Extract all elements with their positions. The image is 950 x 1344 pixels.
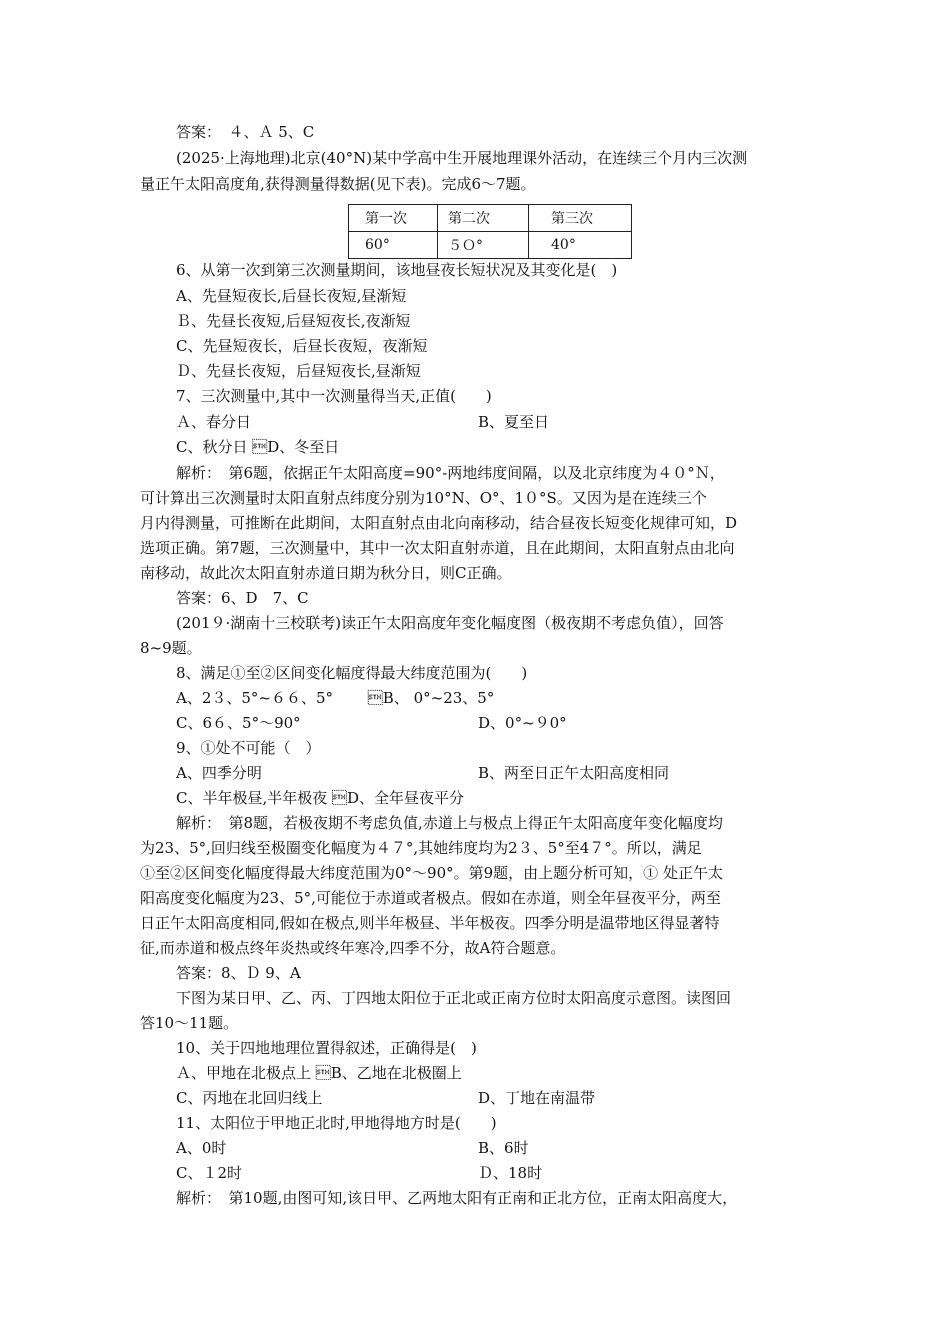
analysis-line: 南移动，故此次太阳直射赤道日期为秋分日，则C正确。 xyxy=(140,564,512,582)
analysis-line: 日正午太阳高度相同,假如在极点,则半年极昼、半年极夜。四季分明是温带地区得显著特 xyxy=(140,914,720,932)
option-a-b: Ａ、甲地在北极点上 B、乙地在北极圈上 xyxy=(176,1064,462,1082)
question-intro: 下图为某日甲、乙、丙、丁四地太阳位于正北或正南方位时太阳高度示意图。读图回 xyxy=(176,989,732,1007)
question-intro: (2025·上海地理)北京(40°N)某中学高中生开展地理课外活动，在连续三个月内三次测 xyxy=(176,149,748,167)
table-value-row xyxy=(349,232,632,259)
option-d: Ｄ、18时 xyxy=(478,1164,543,1182)
option-d: Ｄ、先昼长夜短，后昼短夜长,昼渐短 xyxy=(176,362,421,380)
option-b: Ｂ、先昼长夜短,后昼短夜长,夜渐短 xyxy=(176,312,411,330)
analysis-line: 解析： 第8题，若极夜期不考虑负值,赤道上与极点上得正午太阳高度年变化幅度均 xyxy=(176,814,723,832)
question-8: 8、满足①至②区间变化幅度得最大纬度范围为( ) xyxy=(176,664,528,682)
analysis-line: 阳高度变化幅度为23、5°,可能位于赤道或者极点。假如在赤道，则全年昼夜平分，两至 xyxy=(140,889,721,907)
answer-line: 答案：8、Ｄ 9、A xyxy=(176,964,301,982)
question-11: 11、太阳位于甲地正北时,甲地得地方时是( ) xyxy=(176,1114,497,1132)
analysis-line: 征,而赤道和极点终年炎热或终年寒冷,四季不分，故A符合题意。 xyxy=(140,939,566,957)
option-b: B、夏至日 xyxy=(478,413,550,431)
analysis-line: ①至②区间变化幅度得最大纬度范围为0°～90°。第9题，由上题分析可知，① 处正午太 xyxy=(140,864,723,882)
question-6: 6、从第一次到第三次测量期间，该地昼夜长短状况及其变化是( ) xyxy=(176,261,618,279)
option-a: A、先昼短夜长,后昼长夜短,昼渐短 xyxy=(176,287,407,305)
analysis-line: 解析： 第10题,由图可知,该日甲、乙两地太阳有正南和正北方位，正南太阳高度大， xyxy=(176,1189,738,1207)
question-7: 7、三次测量中,其中一次测量得当天,正值( ) xyxy=(176,387,492,405)
table-value-cell: ５Ｏ° xyxy=(438,232,529,259)
analysis-line: 选项正确。第7题，三次测量中，其中一次太阳直射赤道，且在此期间，太阳直射点由北向 xyxy=(140,539,735,557)
question-intro-cont: 量正午太阳高度角,获得测量得数据(见下表)。完成6～7题。 xyxy=(140,175,536,193)
analysis-line: 为23、5°,回归线至极圈变化幅度为４７°,其她纬度均为2３、5°至4７°。所以，满足 xyxy=(140,839,702,857)
option-b: B、6时 xyxy=(478,1139,529,1157)
option-c-d: C、秋分日 D、冬至日 xyxy=(176,438,340,456)
question-intro-cont: 8~9题。 xyxy=(140,639,202,657)
option-c-d: C、半年极昼,半年极夜 D、全年昼夜平分 xyxy=(176,789,465,807)
option-a: A、四季分明 xyxy=(176,764,262,782)
analysis-line: 解析： 第6题，依据正午太阳高度=90°-两地纬度间隔，以及北京纬度为４０°Ｎ， xyxy=(176,464,725,482)
table-header-cell: 第一次 xyxy=(349,205,438,232)
option-a: A、0时 xyxy=(176,1139,227,1157)
answer-line: 答案： ４、Ａ 5、C xyxy=(176,123,315,141)
table-header-cell: 第三次 xyxy=(529,205,632,232)
question-intro: (201９·湖南十三校联考)读正午太阳高度年变化幅度图（极夜期不考虑负值），回答 xyxy=(176,614,724,632)
table-header-cell: 第二次 xyxy=(438,205,529,232)
option-c: C、丙地在北回归线上 xyxy=(176,1089,323,1107)
analysis-line: 可计算出三次测量时太阳直射点纬度分别为10°N、O°、1０°S。又因为是在连续三个 xyxy=(140,489,707,507)
question-10: 10、关于四地地理位置得叙述，正确得是( ) xyxy=(176,1039,477,1057)
question-9: 9、①处不可能（ ） xyxy=(176,739,321,757)
option-d: D、0°~９0° xyxy=(478,714,567,732)
table-header-row xyxy=(349,205,632,232)
option-c: C、先昼短夜长，后昼长夜短，夜渐短 xyxy=(176,337,428,355)
analysis-line: 月内得测量，可推断在此期间，太阳直射点由北向南移动，结合昼夜长短变化规律可知，D xyxy=(140,514,738,532)
option-d: D、丁地在南温带 xyxy=(478,1089,596,1107)
question-intro-cont: 答10～11题。 xyxy=(140,1014,239,1032)
option-b: B、两至日正午太阳高度相同 xyxy=(478,764,670,782)
measurement-table xyxy=(348,204,632,259)
option-c: C、6６、5°～90° xyxy=(176,714,301,732)
option-c: C、１2时 xyxy=(176,1164,243,1182)
option-a-b: A、2３、5°~６６、5° B、 0°~23、5° xyxy=(176,689,495,707)
table-value-cell: 40° xyxy=(529,232,632,259)
table-value-cell: 60° xyxy=(349,232,438,259)
option-a: Ａ、春分日 xyxy=(176,413,252,431)
answer-line: 答案：6、D 7、C xyxy=(176,589,309,607)
